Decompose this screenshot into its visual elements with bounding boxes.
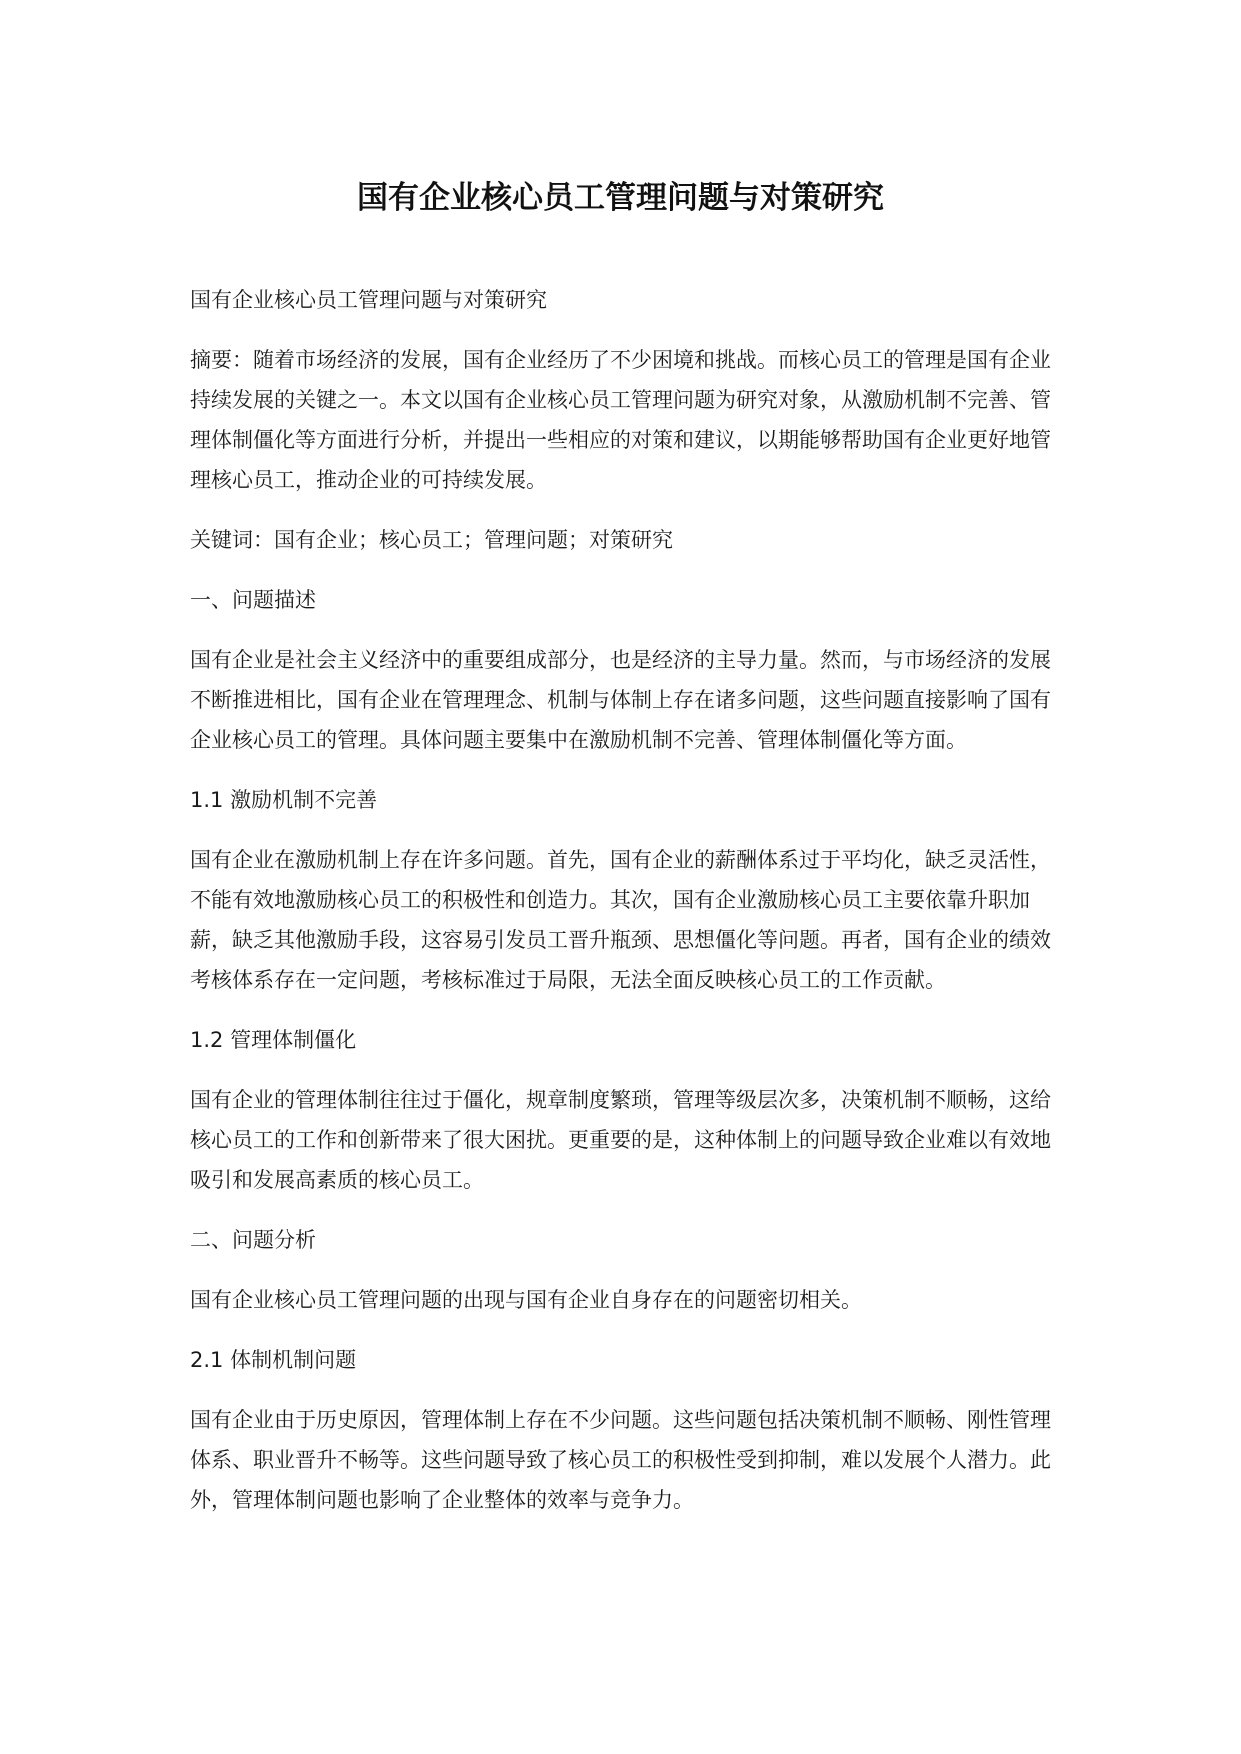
- document-body: [190, 280, 1070, 1540]
- subsection-2-1-paragraph: 国有企业由于历史原因，管理体制上存在不少问题。这些问题包括决策机制不顺畅、刚性管理体系、职业晋升不畅等。这些问题导致了核心员工的积极性受到抑制，难以发展个人潜力。此外，管理体制问题也影响了企业整体的效率与竞争力。: [190, 1408, 1051, 1512]
- subsection-1-1-paragraph: 国有企业在激励机制上存在许多问题。首先，国有企业的薪酬体系过于平均化，缺乏灵活性，不能有效地激励核心员工的积极性和创造力。其次，国有企业激励核心员工主要依靠升职加薪，缺乏其他激励手段，这容易引发员工晋升瓶颈、思想僵化等问题。再者，国有企业的绩效考核体系存在一定问题，考核标准过于局限，无法全面反映核心员工的工作贡献。: [190, 848, 1051, 992]
- document-title: 国有企业核心员工管理问题与对策研究: [357, 180, 884, 216]
- section-heading-2: 二、问题分析: [190, 1228, 316, 1252]
- section-2-paragraph: 国有企业核心员工管理问题的出现与国有企业自身存在的问题密切相关。: [190, 1288, 862, 1312]
- subsection-heading-2-1: 2.1 体制机制问题: [190, 1348, 357, 1372]
- keywords-paragraph: 关键词：国有企业；核心员工；管理问题；对策研究: [190, 528, 673, 552]
- subsection-1-2-paragraph: 国有企业的管理体制往往过于僵化，规章制度繁琐，管理等级层次多，决策机制不顺畅，这给核心员工的工作和创新带来了很大困扰。更重要的是，这种体制上的问题导致企业难以有效地吸引和发展高素质的核心员工。: [190, 1088, 1051, 1192]
- subtitle-paragraph: 国有企业核心员工管理问题与对策研究: [190, 288, 547, 312]
- subsection-heading-1-1: 1.1 激励机制不完善: [190, 788, 378, 812]
- section-heading-1: 一、问题描述: [190, 588, 316, 612]
- abstract-paragraph: 摘要：随着市场经济的发展，国有企业经历了不少困境和挑战。而核心员工的管理是国有企业持续发展的关键之一。本文以国有企业核心员工管理问题为研究对象，从激励机制不完善、管理体制僵化等方面进行分析，并提出一些相应的对策和建议，以期能够帮助国有企业更好地管理核心员工，推动企业的可持续发展。: [190, 348, 1051, 492]
- section-1-paragraph: 国有企业是社会主义经济中的重要组成部分，也是经济的主导力量。然而，与市场经济的发展不断推进相比，国有企业在管理理念、机制与体制上存在诸多问题，这些问题直接影响了国有企业核心员工的管理。具体问题主要集中在激励机制不完善、管理体制僵化等方面。: [190, 648, 1051, 752]
- subsection-heading-1-2: 1.2 管理体制僵化: [190, 1028, 357, 1052]
